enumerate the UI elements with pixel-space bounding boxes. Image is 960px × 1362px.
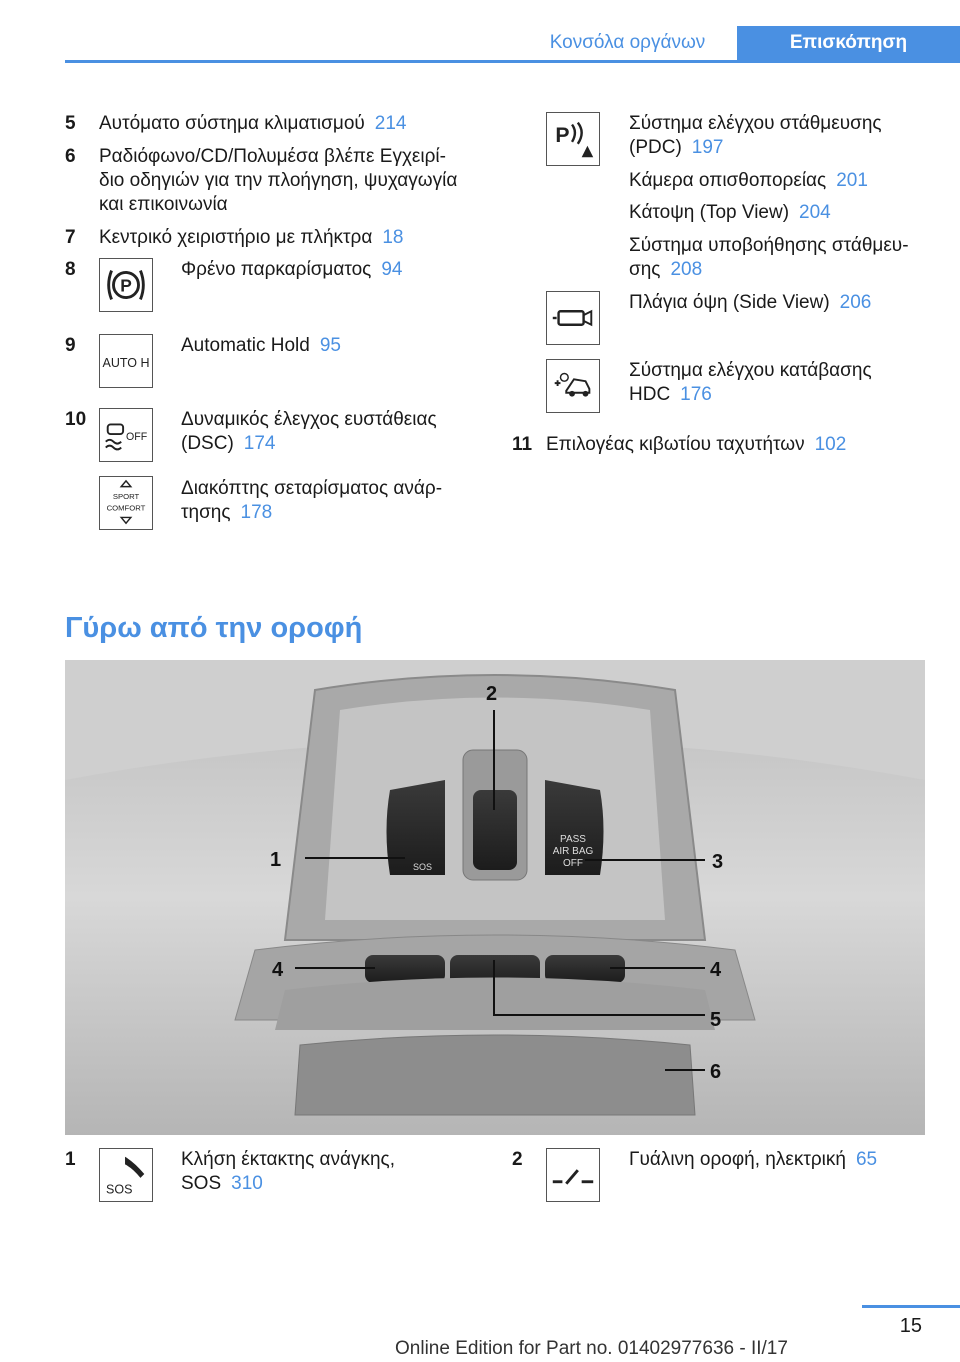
item-text: Επιλογέας κιβωτίου ταχυτήτων — [546, 434, 805, 455]
sos-button-label: SOS — [413, 862, 433, 872]
hdc-icon — [546, 359, 600, 413]
item-text: Διακόπτης σεταρίσματος ανάρ- — [181, 478, 443, 499]
page-ref[interactable]: 102 — [814, 434, 847, 455]
page-ref[interactable]: 18 — [382, 227, 404, 248]
page-ref[interactable]: 310 — [231, 1173, 263, 1194]
page-ref[interactable]: 197 — [691, 137, 724, 158]
roof-console-photo — [65, 660, 925, 1135]
side-view-camera-icon — [546, 291, 600, 345]
page-ref[interactable]: 65 — [855, 1149, 878, 1170]
item-text: τησης — [181, 502, 231, 523]
list-item — [181, 477, 442, 525]
svg-text:P: P — [120, 275, 132, 296]
item-text: Φρένο παρκαρίσματος — [181, 259, 372, 280]
page-ref[interactable]: 174 — [243, 433, 276, 454]
callout-2: 2 — [486, 683, 498, 705]
item-text: σης — [629, 259, 661, 280]
list-item — [99, 226, 403, 250]
header-rule — [65, 60, 960, 63]
page-ref[interactable]: 94 — [381, 259, 403, 280]
list-item — [181, 334, 341, 358]
page-ref[interactable]: 176 — [680, 384, 712, 405]
item-text: Ραδιόφωνο/CD/Πολυμέσα βλέπε Εγχειρί- — [99, 146, 446, 167]
dsc-off-icon — [99, 408, 153, 462]
sos-call-icon — [99, 1148, 153, 1202]
page-ref[interactable]: 214 — [374, 113, 407, 134]
list-item — [99, 112, 407, 136]
item-text: Κεντρικό χειριστήριο με πλήκτρα — [99, 227, 373, 248]
list-item — [629, 201, 831, 225]
list-item — [629, 1148, 877, 1172]
callout-4-left: 4 — [272, 959, 284, 981]
callout-5: 5 — [710, 1009, 722, 1031]
list-item — [181, 408, 437, 456]
icon-label: AUTO H — [102, 355, 150, 370]
list-item — [181, 258, 402, 282]
item-text: Γυάλινη οροφή, ηλεκτρική — [629, 1149, 846, 1170]
airbag-label-off: OFF — [563, 858, 583, 869]
header-section-tab[interactable]: Κονσόλα οργάνων — [549, 32, 706, 53]
item-number: 11 — [512, 434, 533, 455]
section-title: Γύρω από την οροφή — [65, 612, 363, 644]
item-text: SOS — [181, 1173, 222, 1194]
page-ref[interactable]: 201 — [836, 170, 868, 191]
page-ref[interactable]: 178 — [240, 502, 273, 523]
item-text: Κλήση έκτακτης ανάγκης, — [181, 1149, 395, 1170]
item-text: (DSC) — [181, 433, 234, 454]
footer-rule — [862, 1305, 960, 1308]
pdc-icon — [546, 112, 600, 166]
airbag-label-pass: PASS — [560, 834, 586, 845]
list-item — [99, 145, 457, 217]
item-number: 6 — [65, 146, 76, 167]
page-ref[interactable]: 95 — [319, 335, 341, 356]
item-text: και επικοινωνία — [99, 194, 228, 215]
item-text: Σύστημα ελέγχου στάθμευσης — [629, 113, 882, 134]
item-text: Πλάγια όψη (Side View) — [629, 292, 830, 313]
item-number: 8 — [65, 259, 76, 280]
sport-comfort-icon — [99, 476, 153, 530]
callout-3: 3 — [712, 851, 724, 873]
parking-brake-icon — [99, 258, 153, 312]
list-item — [629, 112, 882, 160]
callout-1: 1 — [270, 849, 282, 871]
item-text: Κάτοψη (Top View) — [629, 202, 790, 223]
glass-roof-icon — [546, 1148, 600, 1202]
page-ref[interactable]: 204 — [799, 202, 831, 223]
item-number: 2 — [512, 1149, 523, 1170]
item-text: HDC — [629, 384, 671, 405]
item-number: 5 — [65, 113, 76, 134]
list-item — [629, 234, 909, 282]
auto-hold-icon — [99, 334, 153, 388]
page-ref[interactable]: 208 — [670, 259, 703, 280]
edition-text: Online Edition for Part no. 01402977636 - II/17 — [395, 1338, 788, 1359]
list-item — [629, 359, 872, 407]
item-text: Automatic Hold — [181, 335, 310, 356]
page-ref[interactable]: 206 — [839, 292, 872, 313]
item-text: Σύστημα υποβοήθησης στάθμευ- — [629, 235, 909, 256]
item-text: Σύστημα ελέγχου κατάβασης — [629, 360, 872, 381]
item-text: Κάμερα οπισθοπορείας — [629, 170, 827, 191]
airbag-label-airbag: AIR BAG — [552, 846, 594, 857]
item-text: διο οδηγιών για την πλοήγηση, ψυχαγωγία — [99, 170, 458, 191]
item-number: 1 — [65, 1149, 76, 1170]
page-number: 15 — [899, 1315, 922, 1337]
item-text: Αυτόματο σύστημα κλιματισμού — [99, 113, 365, 134]
callout-6: 6 — [710, 1061, 722, 1083]
icon-label: COMFORT — [106, 503, 146, 513]
icon-label: SOS — [106, 1182, 133, 1197]
item-number: 9 — [65, 335, 76, 356]
list-item — [181, 1148, 395, 1196]
item-number: 7 — [65, 227, 76, 248]
item-number: 10 — [65, 409, 87, 430]
item-text: Δυναμικός έλεγχος ευστάθειας — [181, 409, 437, 430]
header-active-tab[interactable]: Επισκόπηση — [737, 26, 960, 63]
item-text: (PDC) — [629, 137, 682, 158]
list-item — [629, 291, 871, 315]
list-item — [629, 169, 868, 193]
callout-4-right: 4 — [710, 959, 722, 981]
icon-label: OFF — [126, 430, 148, 443]
svg-text:P: P — [555, 123, 570, 147]
icon-label: SPORT — [112, 492, 140, 502]
list-item — [546, 433, 846, 457]
